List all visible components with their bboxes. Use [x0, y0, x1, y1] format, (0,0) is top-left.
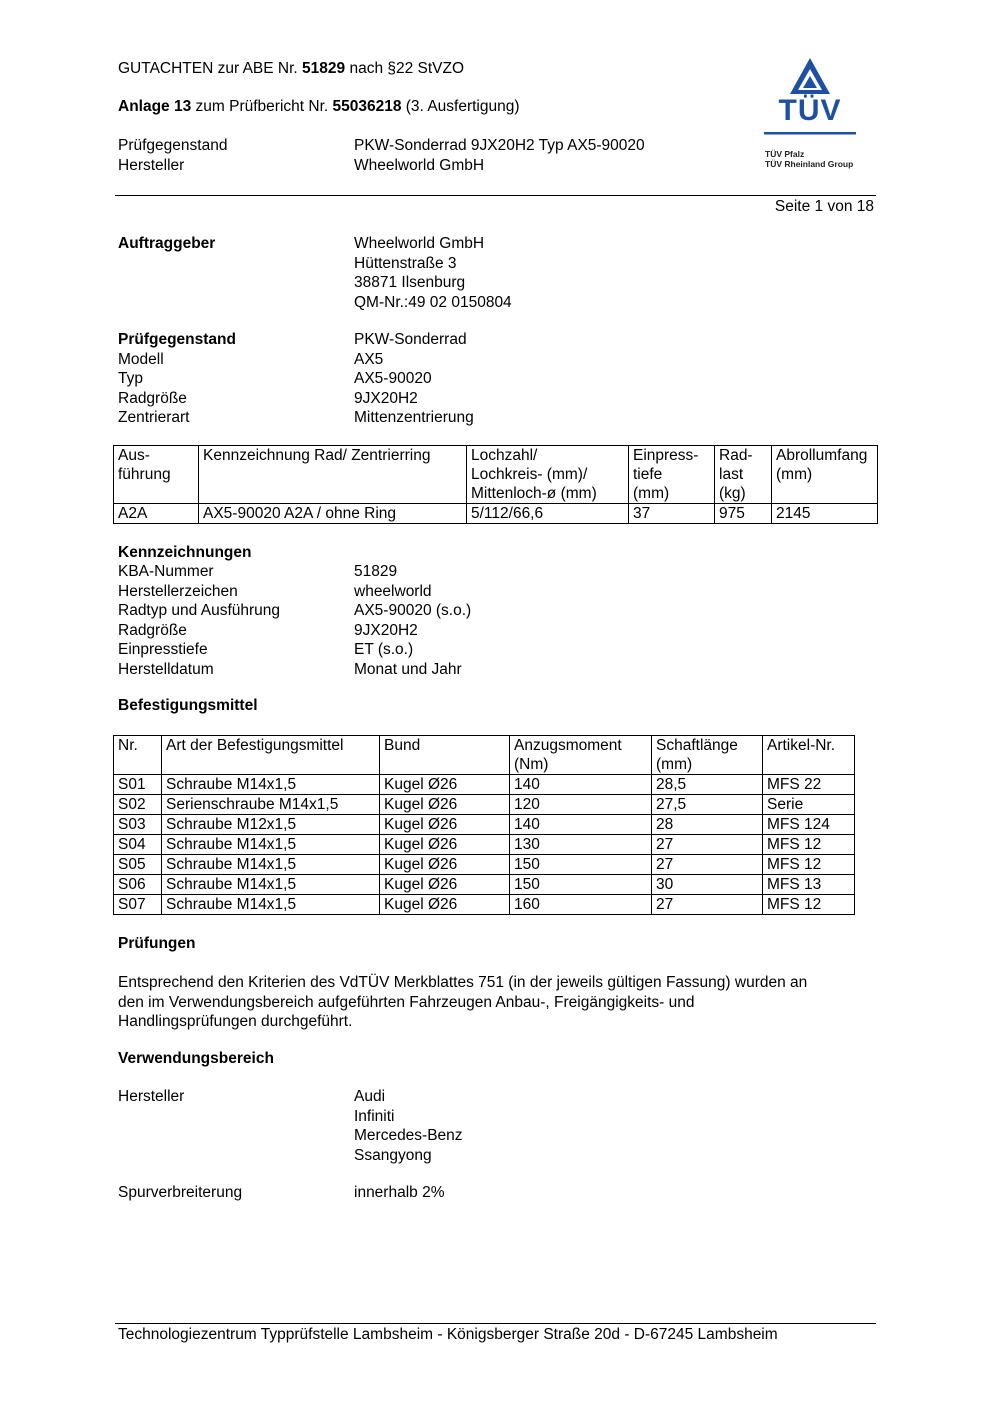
befestigung-label: Befestigungsmittel [118, 697, 258, 714]
table-row: S07 Schraube M14x1,5 Kugel Ø26 160 27 MFS 12 [114, 895, 855, 915]
page-number: Seite 1 von 18 [774, 198, 874, 215]
list-item: Ssangyong [354, 1146, 432, 1164]
table-row: S05 Schraube M14x1,5 Kugel Ø26 150 27 MFS 12 [114, 855, 855, 875]
tuev-logo [758, 56, 862, 174]
list-item: Infiniti [354, 1107, 395, 1125]
tuev-logo-sub2: TÜV Rheinland Group [765, 159, 854, 169]
table-header-cell: Rad- last (kg) [715, 446, 772, 504]
table-header-cell: Kennzeichnung Rad/ Zentrierring [199, 446, 467, 504]
table-row: S02 Serienschraube M14x1,5 Kugel Ø26 120 27,5 Serie [114, 795, 855, 815]
befestigung-table [113, 735, 855, 915]
pruefungen-label: Prüfungen [118, 935, 196, 952]
footer-address: Technologiezentrum Typprüfstelle Lambsheim - Königsberger Straße 20d - D-67245 Lambsheim [118, 1326, 778, 1343]
kennzeichnungen-block: KBA-Nummer 51829 Herstellerzeichen wheelworld Radtyp und Ausführung AX5-90020 (s.o.) Radgröße 9JX20H2 Einpresstiefe ET (s.o.) Herstelldatum Monat und Jahr [118, 563, 472, 678]
abe-number: 51829 [302, 60, 346, 77]
header-divider [115, 195, 876, 196]
hersteller-label: Hersteller [118, 1088, 185, 1105]
table-header-cell: Abrollumfang (mm) [772, 446, 878, 504]
table-header-cell: Einpress- tiefe (mm) [629, 446, 715, 504]
pruefgegenstand-label: Prüfgegenstand [118, 331, 236, 348]
table-header-cell: Aus- führung [114, 446, 199, 504]
report-number: 55036218 [332, 98, 402, 115]
spurverbreiterung-value: innerhalb 2% [354, 1184, 445, 1201]
auftraggeber-label: Auftraggeber [118, 235, 216, 252]
table-header-cell: Lochzahl/ Lochkreis- (mm)/ Mittenloch-ø (mm) [467, 446, 629, 504]
table-row: S04 Schraube M14x1,5 Kugel Ø26 130 27 MFS 12 [114, 835, 855, 855]
table-header-row [114, 446, 878, 504]
verwendungsbereich-label: Verwendungsbereich [118, 1050, 274, 1067]
header-row: Prüfgegenstand PKW-Sonderrad 9JX20H2 Typ AX5-90020 [118, 137, 645, 154]
header-row: Hersteller Wheelworld GmbH [118, 156, 485, 174]
pruefgegenstand-block: Prüfgegenstand PKW-Sonderrad Modell AX5 Typ AX5-90020 Radgröße 9JX20H2 Zentrierart Mittenzentrierung [118, 331, 474, 426]
report-title: GUTACHTEN zur ABE Nr. 51829 nach §22 StVZO [118, 60, 465, 77]
table-row: S01 Schraube M14x1,5 Kugel Ø26 140 28,5 MFS 22 [114, 775, 855, 795]
spurverbreiterung-label: Spurverbreiterung [118, 1184, 243, 1201]
table-header-row: Nr. Art der Befestigungsmittel Bund Anzugsmoment (Nm) Schaftlänge (mm) Artikel-Nr. [114, 736, 855, 775]
table-row: S03 Schraube M12x1,5 Kugel Ø26 140 28 MFS 124 [114, 815, 855, 835]
ausfuehrung-table [113, 445, 878, 524]
footer-divider [115, 1323, 876, 1324]
table-row: A2A AX5-90020 A2A / ohne Ring 5/112/66,6 37 975 2145 [114, 504, 878, 524]
report-subtitle: Anlage 13 zum Prüfbericht Nr. 55036218 (3. Ausfertigung) [118, 98, 520, 115]
tuev-logo-sub1: TÜV Pfalz [765, 149, 805, 159]
pruefungen-text: Entsprechend den Kriterien des VdTÜV Merkblattes 751 (in der jeweils gültigen Fassung) wurden an den im Verwendungsbereich aufgeführten Fahrzeugen Anbau-, Freigängigkeits- und Handlingsprüfungen durchgeführt. [118, 974, 808, 1030]
table-row: S06 Schraube M14x1,5 Kugel Ø26 150 30 MFS 13 [114, 875, 855, 895]
tuev-logo-text: TÜV [778, 94, 842, 127]
kennzeichnungen-label: Kennzeichnungen [118, 544, 252, 561]
list-item: Audi [354, 1088, 386, 1105]
hersteller-list [354, 1087, 463, 1165]
list-item: Mercedes-Benz [354, 1127, 463, 1144]
auftraggeber-address: Wheelworld GmbH Hüttenstraße 3 38871 Ilsenburg QM-Nr.:49 02 0150804 [354, 235, 512, 311]
header-info [118, 136, 645, 175]
